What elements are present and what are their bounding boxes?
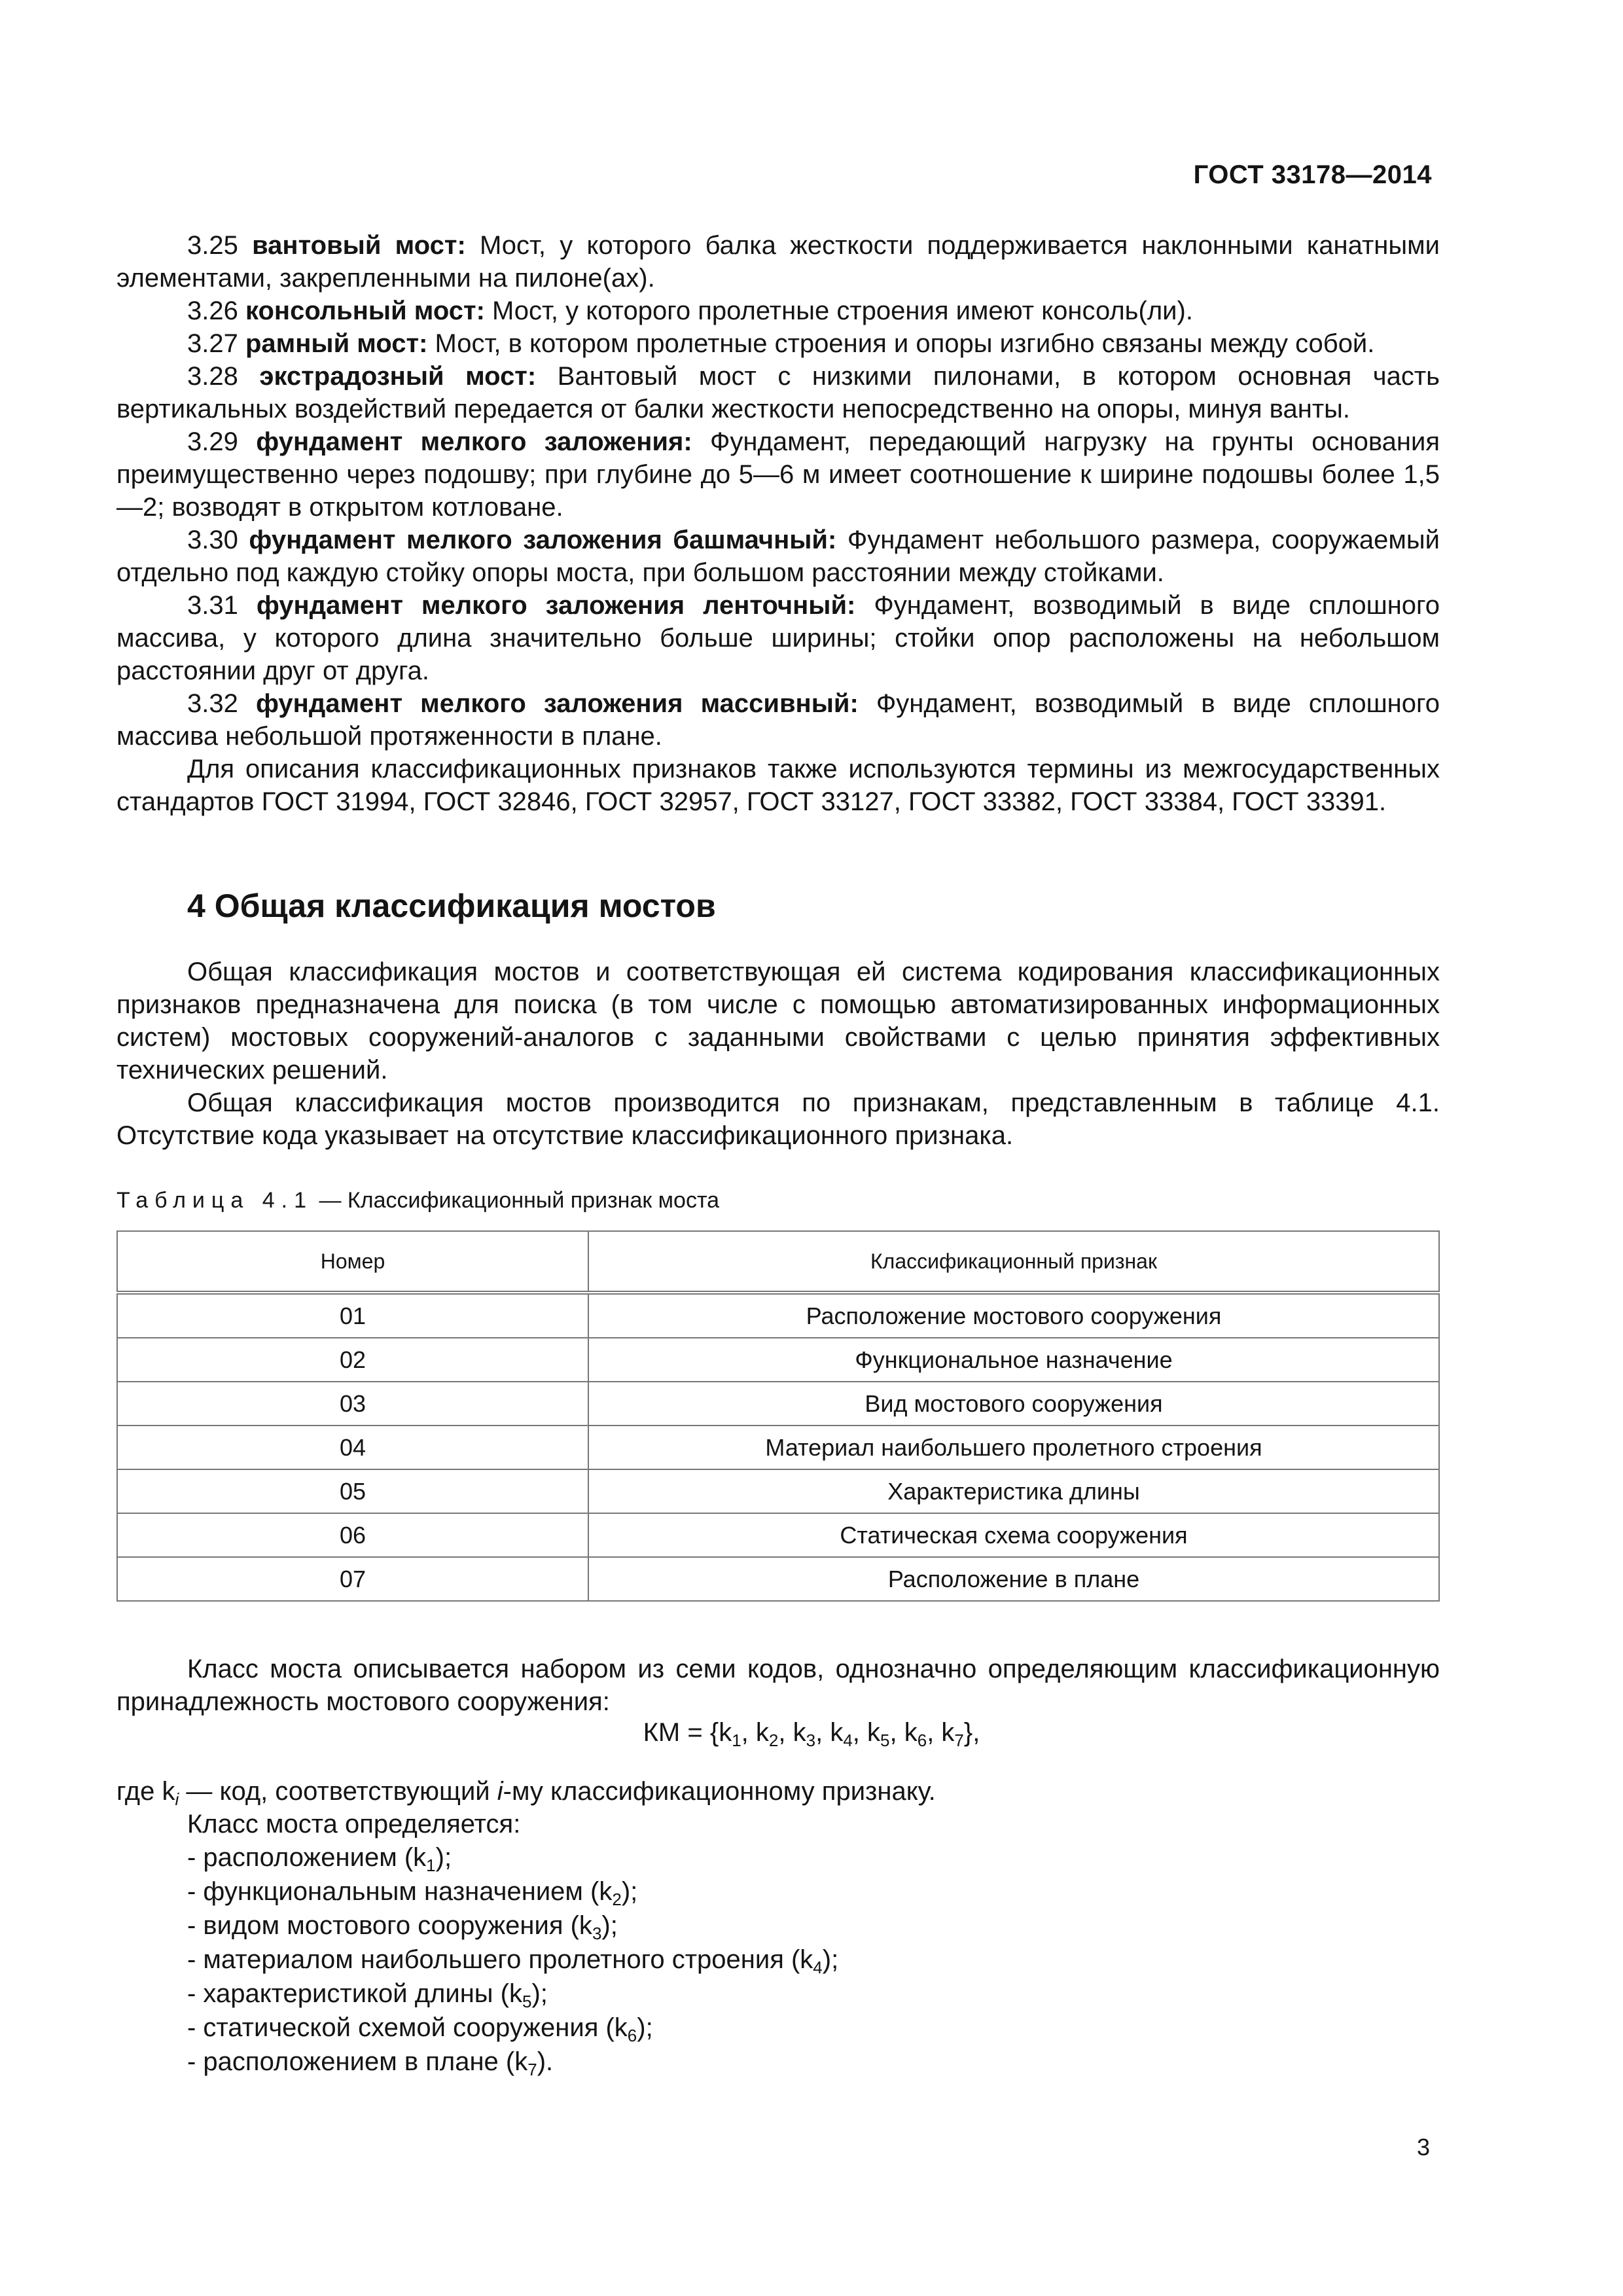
term-3-25: 3.25 вантовый мост: Мост, у которого балка жесткости поддерживается наклонными канатными элементами, закрепленными на пилоне(ах).: [116, 231, 1440, 293]
list-item: - расположением в плане $(k_7)$.: [187, 2047, 554, 2079]
table-row: [117, 1513, 1439, 1557]
row-number: 07: [117, 1557, 588, 1601]
term-3-31: 3.31 фундамент мелкого заложения ленточный: Фундамент, возводимый в виде сплошного массива, у которого длина значительно больше ширины; стойки опор расположены на небольшом расстоянии друг от друга.: [116, 591, 1440, 685]
class-description: [116, 1653, 1440, 1718]
row-feature: Расположение мостового сооружения: [588, 1293, 1439, 1338]
section-paragraph-2: Общая классификация мостов производится по признакам, представленным в таблице 4.1. Отсутствие кода указывает на отсутствие классификационного признака.: [116, 1088, 1440, 1150]
row-feature: Расположение в плане: [588, 1557, 1439, 1601]
terms-note: Для описания классификационных признаков также используются термины из межгосударственных стандартов ГОСТ 31994, ГОСТ 32846, ГОСТ 32957, ГОСТ 33127, ГОСТ 33382, ГОСТ 33384, ГОСТ 33391.: [116, 755, 1440, 816]
list-item: - характеристикой длины $(k_5)$;: [187, 1979, 548, 2011]
term-3-30: 3.30 фундамент мелкого заложения башмачный: Фундамент небольшого размера, сооружаемый отдельно под каждую стойку опоры моста, при большом расстоянии между стойками.: [116, 526, 1440, 587]
section-body: [116, 956, 1440, 1152]
list-item: - статической схемой сооружения $(k_6)$;: [187, 2013, 653, 2045]
list-item: - видом мостового сооружения $(k_3)$;: [187, 1911, 618, 1943]
terms-block: [116, 229, 1440, 818]
classification-table: [116, 1230, 1440, 1602]
table-row: [117, 1469, 1439, 1513]
table-caption-text: — Классификационный признак моста: [313, 1188, 720, 1213]
formula-legend: [116, 1775, 1440, 1840]
table-caption-label: Таблица 4.1: [116, 1188, 313, 1213]
table-row: [117, 1382, 1439, 1426]
class-formula: КМ = {$k_1$, $k_2$, $k_3$, $k_4$, $k_5$, $k_6$, $k_7$},: [643, 1718, 980, 1750]
document-code: ГОСТ 33178—2014: [1193, 160, 1432, 189]
section-title: 4 Общая классификация мостов: [187, 888, 716, 924]
row-number: 01: [117, 1293, 588, 1338]
table-caption: [116, 1188, 719, 1213]
row-number: 03: [117, 1382, 588, 1426]
list-item: - расположением $(k_1)$;: [187, 1843, 452, 1875]
list-item: - материалом наибольшего пролетного строения $(k_4)$;: [187, 1945, 839, 1977]
class-criteria-list: [187, 1840, 838, 2079]
row-feature: Статическая схема сооружения: [588, 1513, 1439, 1557]
section-paragraph-1: Общая классификация мостов и соответствующая ей система кодирования классификационных признаков предназначена для поиска (в том числе с помощью автоматизированных информационных систем) мостовых сооружений-аналогов с заданными свойствами с целью принятия эффективных технических решений.: [116, 958, 1440, 1085]
table-row: [117, 1426, 1439, 1469]
row-feature: Материал наибольшего пролетного строения: [588, 1426, 1439, 1469]
term-3-28: 3.28 экстрадозный мост: Вантовый мост с низкими пилонами, в котором основная часть вертикальных воздействий передается от балки жесткости непосредственно на опоры, минуя ванты.: [116, 362, 1440, 423]
row-number: 04: [117, 1426, 588, 1469]
row-feature: Вид мостового сооружения: [588, 1382, 1439, 1426]
table-row: [117, 1338, 1439, 1382]
term-3-27: 3.27 рамный мост: Мост, в котором пролетные строения и опоры изгибно связаны между собой.: [187, 329, 1375, 358]
header-feature: Классификационный признак: [588, 1231, 1439, 1293]
table-row: [117, 1557, 1439, 1601]
class-paragraph: Класс моста описывается набором из семи кодов, однозначно определяющим классификационную принадлежность мостового сооружения:: [116, 1655, 1440, 1716]
row-feature: Характеристика длины: [588, 1469, 1439, 1513]
term-3-29: 3.29 фундамент мелкого заложения: Фундамент, передающий нагрузку на грунты основания преимущественно через подошву; при глубине до 5—6 м имеет соотношение к ширине подошвы более 1,5—2; возводят в открытом котловане.: [116, 427, 1440, 522]
header-number: Номер: [117, 1231, 588, 1293]
table-header-row: [117, 1231, 1439, 1293]
page-number: 3: [1416, 2134, 1430, 2161]
term-3-32: 3.32 фундамент мелкого заложения массивный: Фундамент, возводимый в виде сплошного массива небольшой протяженности в плане.: [116, 689, 1440, 751]
table-row: [117, 1293, 1439, 1338]
row-number: 05: [117, 1469, 588, 1513]
row-number: 06: [117, 1513, 588, 1557]
term-3-26: 3.26 консольный мост: Мост, у которого пролетные строения имеют консоль(ли).: [187, 296, 1193, 325]
row-feature: Функциональное назначение: [588, 1338, 1439, 1382]
list-item: - функциональным назначением $(k_2)$;: [187, 1877, 638, 1909]
row-number: 02: [117, 1338, 588, 1382]
where-line: где $k_i$ — код, соответствующий i-му классификационному признаку.: [116, 1777, 936, 1809]
class-defined-line: Класс моста определяется:: [187, 1810, 521, 1839]
